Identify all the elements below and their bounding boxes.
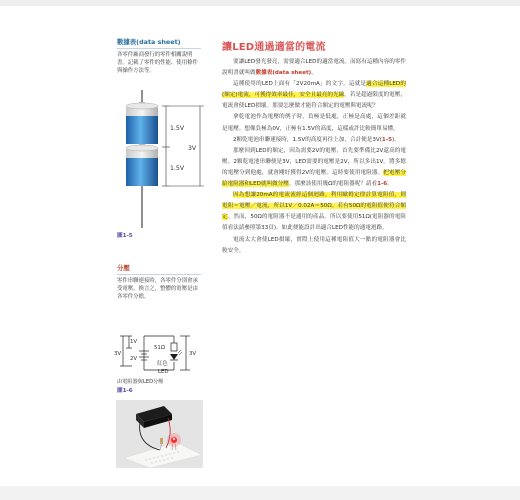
text-segment: 拿乾電池作為電壓的例子時，負極是低處，正極是高處，這個差距就是電壓。想像負極為0V，正極有1.5V的高度，這樣或許比較簡單易懂。 — [222, 114, 406, 132]
voltage-3v-left: 3V — [114, 351, 122, 357]
figure-label-1-6: 圖1-6 — [117, 388, 133, 394]
main-column — [222, 38, 406, 257]
text-segment: 這種使用的LED上面有「2V20mA」的文字。這就是 — [233, 81, 367, 88]
paragraph — [222, 146, 406, 190]
battery-series-diagram — [112, 90, 222, 230]
figure-caption: 由電阻器與LED分壓 — [117, 379, 164, 385]
voltage-1v: 1V — [130, 339, 138, 345]
highlighted-text: 適合這種LED的(額定)電流，可獲得效率最佳，安全且最亮的光線 — [222, 81, 406, 99]
bottom-bar — [0, 486, 520, 500]
paragraph — [222, 57, 406, 79]
voltage-3v-right: 3V — [189, 351, 197, 357]
keyword-text: 1-6 — [377, 181, 388, 188]
keyword-text: 1-5 — [381, 136, 393, 143]
breadboard-photo — [116, 400, 203, 468]
text-segment: 。若是超過限度的電壓，電流會使LED損壞。那要怎麼做才能符合額定的電壓與電流呢？ — [222, 92, 406, 110]
battery-2 — [126, 144, 158, 186]
cell-voltage-1: 1.5V — [170, 125, 185, 132]
paragraph — [222, 190, 406, 234]
voltage-divider-circuit — [114, 330, 210, 376]
total-voltage: 3V — [188, 145, 197, 152]
sidebar-note-title: 數據表(data sheet) — [117, 38, 181, 46]
text-segment: 。 — [311, 70, 317, 77]
page-title: 讓LED通過適當的電流 — [222, 42, 326, 53]
text-segment: 那麼回到LED的額定，因為需要2V的電壓，首先要準備比2V還高的電壓。2顆乾電池串聯便是3V，LED需要的電壓是2V，所以多出1V。將多餘的電壓分到他處，就會剛好獲得2V的電壓。這時要使用電阻器。 — [222, 147, 406, 176]
text-segment: 2顆乾電池串聯連接時，1.5V的高度再往上加，合計便是3V( — [233, 136, 382, 143]
paragraph — [222, 112, 406, 134]
paragraph — [222, 79, 406, 112]
highlighted-text: 因為想讓20mA的電流流經這個迴路，利用歐姆定律計算電阻值，則電阻＝電壓／電流，所以1V／0.02A＝50Ω。若有50Ω的電阻值便符合額定 — [222, 192, 406, 221]
sidebar-note-title: 分壓 — [117, 264, 130, 272]
led-label-color: 紅色 — [157, 361, 168, 367]
divider — [117, 48, 201, 49]
led-symbol — [170, 354, 178, 360]
battery-1 — [126, 102, 158, 144]
paragraph — [222, 135, 406, 146]
top-bar — [0, 0, 520, 6]
sidebar-note-voltage-division — [117, 264, 201, 301]
sidebar-note-datasheet — [117, 38, 201, 75]
keyword-text: 數據表(data sheet) — [255, 70, 312, 77]
resistor-value: 51Ω — [154, 345, 165, 351]
paragraph — [222, 235, 406, 257]
body-text — [222, 57, 406, 257]
divider — [117, 274, 201, 275]
text-segment: 。那麼該使用幾Ω的電阻器呢？請看 — [288, 181, 378, 188]
text-segment: 。 — [387, 181, 393, 188]
cell-voltage-2: 1.5V — [170, 165, 185, 172]
resistor-symbol — [171, 343, 177, 351]
text-segment: )。 — [392, 136, 400, 143]
text-segment: 電流太大會使LED損壞，實際上使用這種電阻值大一點的電阻器會比較安全。 — [222, 236, 406, 254]
text-segment: 。然而，50Ω的電阻器不是通用的產品，所以要使用51Ω(電阻器的電阻值看法請參照第33頁)。如此便能設計出適合LED性能的通電迴路。 — [222, 214, 406, 232]
figure-label-1-5: 圖1-5 — [117, 233, 133, 239]
text-segment: 要讓LED發光發亮，需要適合LED的適當電流。而寫有這種內容的零件說明書就叫做 — [222, 59, 406, 77]
highlighted-text: 把電壓分給電阻器和LED就叫做分壓 — [222, 169, 406, 188]
sidebar-note-body: 各零件廠商發行的零件相關說明書。記載了零件的性能、使用條件與操作方法等。 — [117, 52, 198, 74]
sidebar-note-body: 零件串聯連接時，各零件分別會承受電壓，換言之，整體的電壓是由各零件分擔。 — [117, 278, 198, 300]
voltage-2v: 2V — [130, 356, 138, 362]
led-label: LED — [158, 369, 169, 375]
